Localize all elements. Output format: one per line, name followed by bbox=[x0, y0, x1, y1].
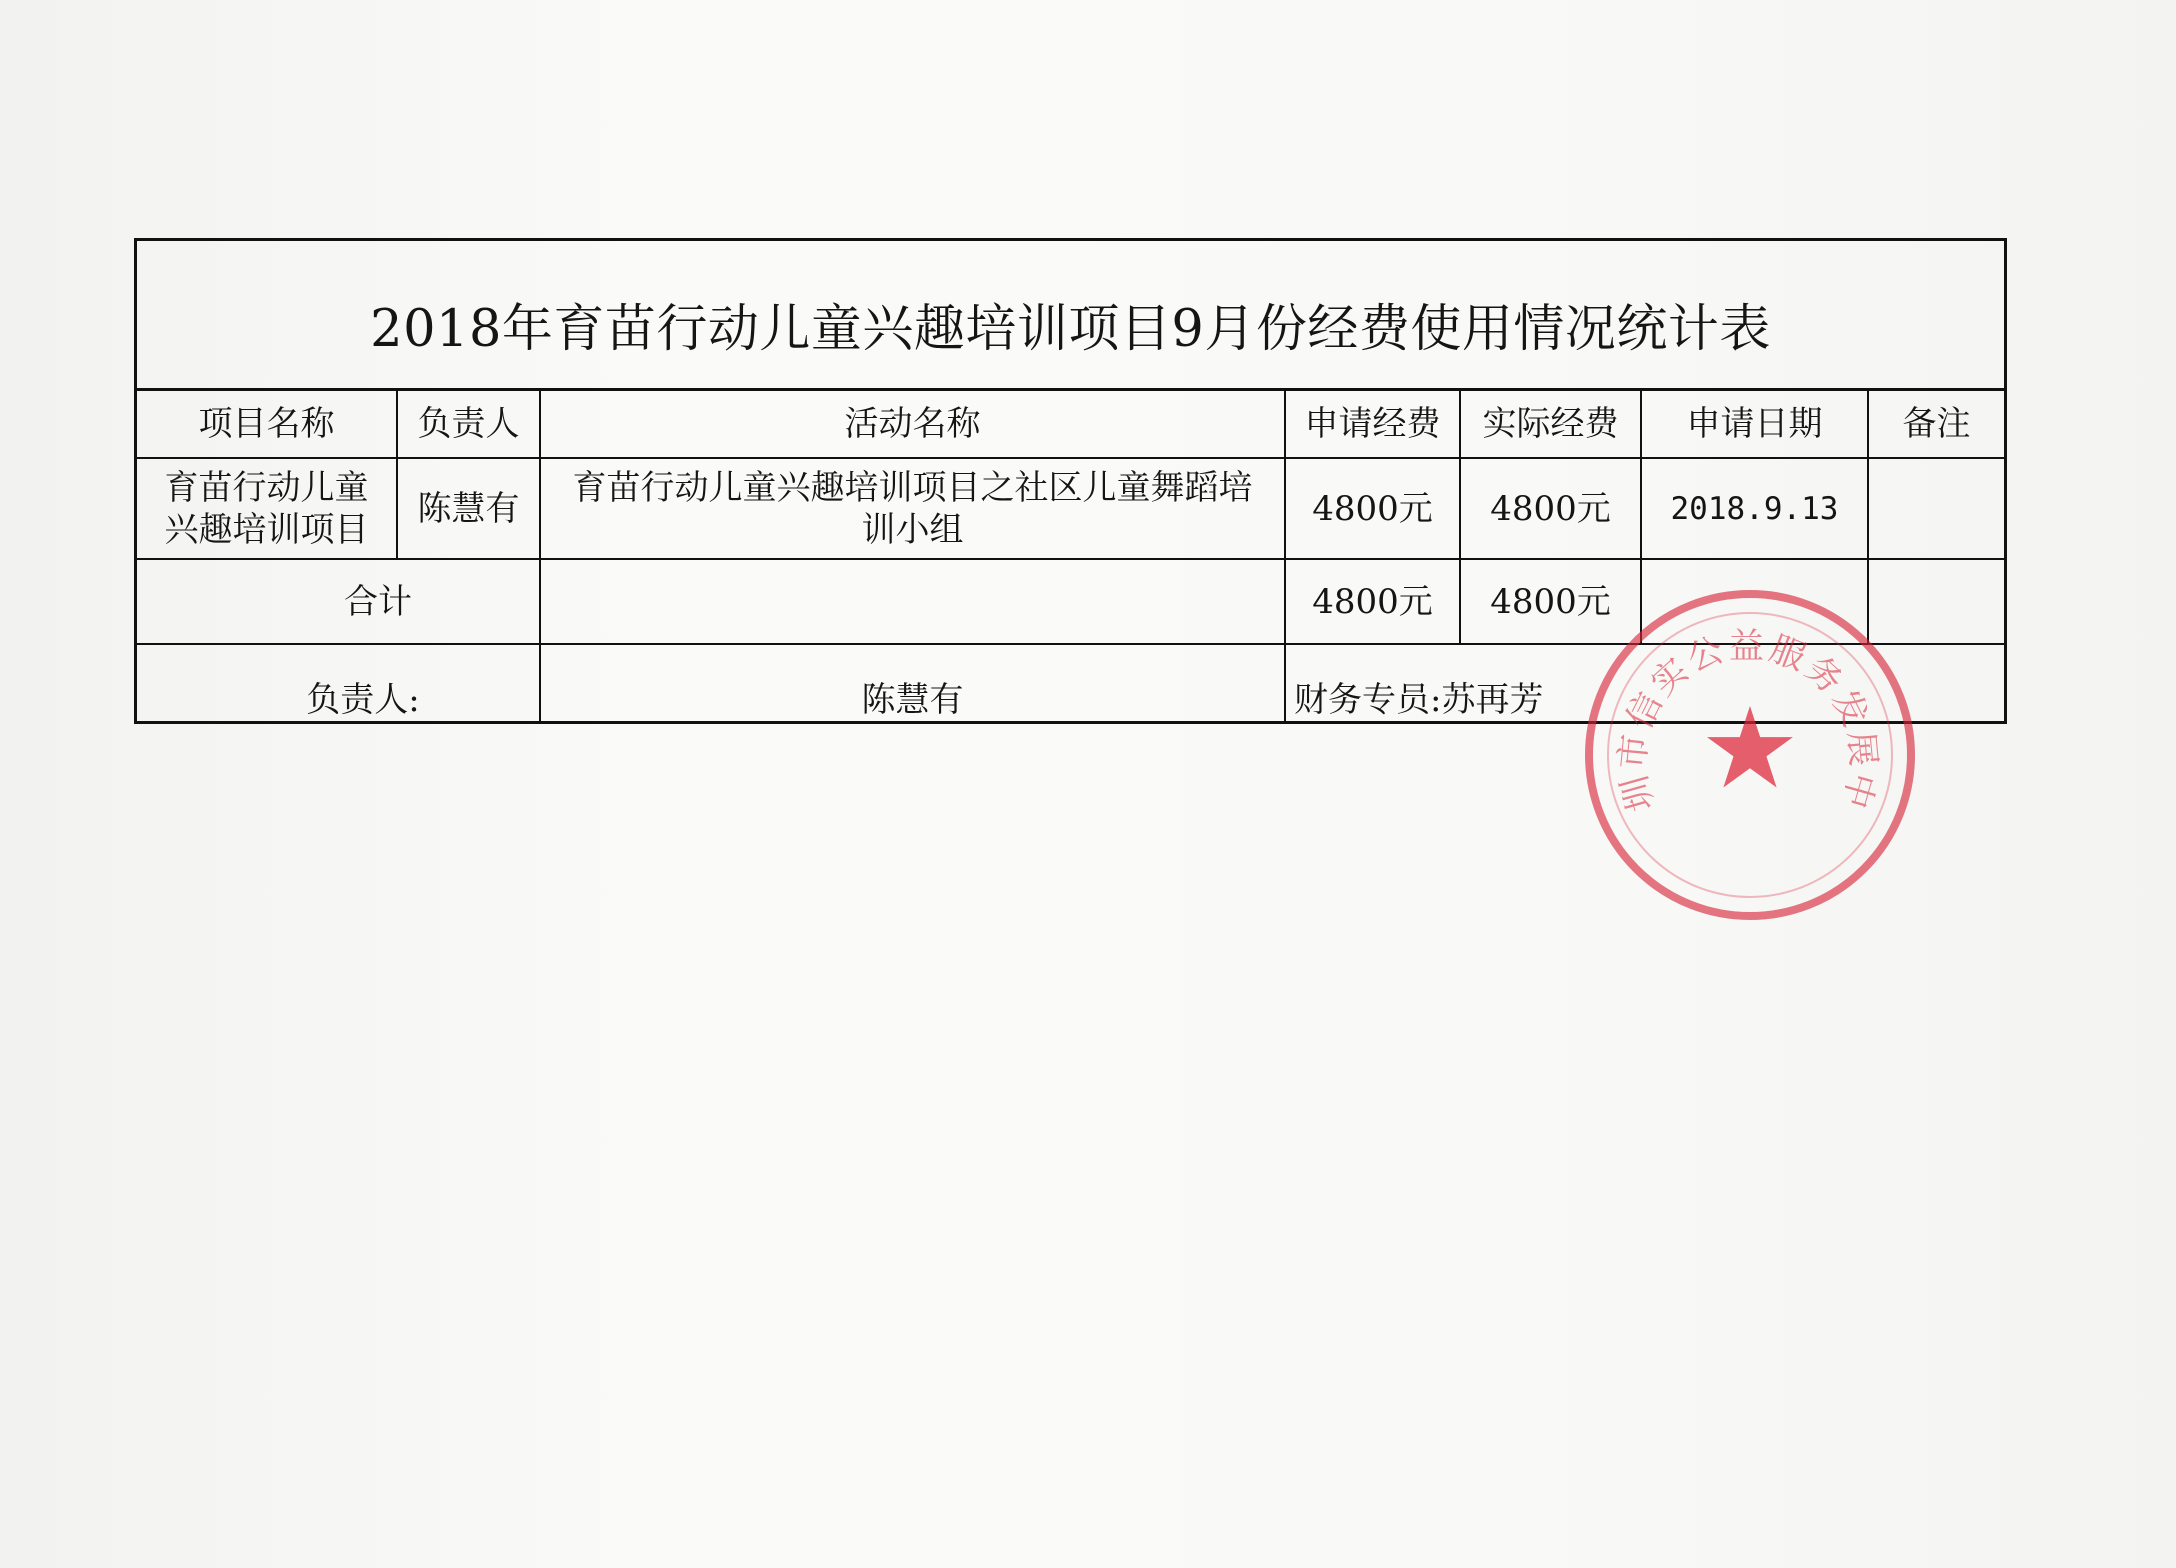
header-person-in-charge: 负责人 bbox=[398, 391, 541, 459]
row-person-in-charge: 陈慧有 bbox=[398, 459, 541, 560]
header-actual-funds: 实际经费 bbox=[1461, 391, 1642, 459]
total-empty-date bbox=[1642, 560, 1869, 645]
total-actual-funds: 4800元 bbox=[1461, 560, 1642, 645]
header-applied-funds: 申请经费 bbox=[1286, 391, 1461, 459]
total-applied-funds: 4800元 bbox=[1286, 560, 1461, 645]
signature-responsible-name: 陈慧有 bbox=[541, 645, 1286, 721]
table-title: 2018年育苗行动儿童兴趣培训项目9月份经费使用情况统计表 bbox=[137, 241, 2004, 391]
header-remarks: 备注 bbox=[1869, 391, 2004, 459]
header-application-date: 申请日期 bbox=[1642, 391, 1869, 459]
signature-responsible-label: 负责人: bbox=[137, 645, 541, 721]
total-label: 合计 bbox=[137, 560, 541, 645]
star-icon: ★ bbox=[1699, 684, 1801, 814]
row-applied-funds: 4800元 bbox=[1286, 459, 1461, 560]
signature-finance-officer: 财务专员:苏再芳 bbox=[1294, 680, 1544, 720]
row-actual-funds: 4800元 bbox=[1461, 459, 1642, 560]
header-activity-name: 活动名称 bbox=[541, 391, 1286, 459]
total-empty-activity bbox=[541, 560, 1286, 645]
row-remarks bbox=[1869, 459, 2004, 560]
funding-table bbox=[134, 238, 2007, 724]
row-activity-name: 育苗行动儿童兴趣培训项目之社区儿童舞蹈培 训小组 bbox=[541, 459, 1286, 560]
row-application-date: 2018.9.13 bbox=[1642, 459, 1869, 560]
svg-text:深圳市信实公益服务发展中心: 深圳市信实公益服务发展中心 bbox=[1606, 600, 1884, 816]
row-project-name: 育苗行动儿童 兴趣培训项目 bbox=[137, 459, 398, 560]
header-project-name: 项目名称 bbox=[137, 391, 398, 459]
total-empty-remarks bbox=[1869, 560, 2004, 645]
